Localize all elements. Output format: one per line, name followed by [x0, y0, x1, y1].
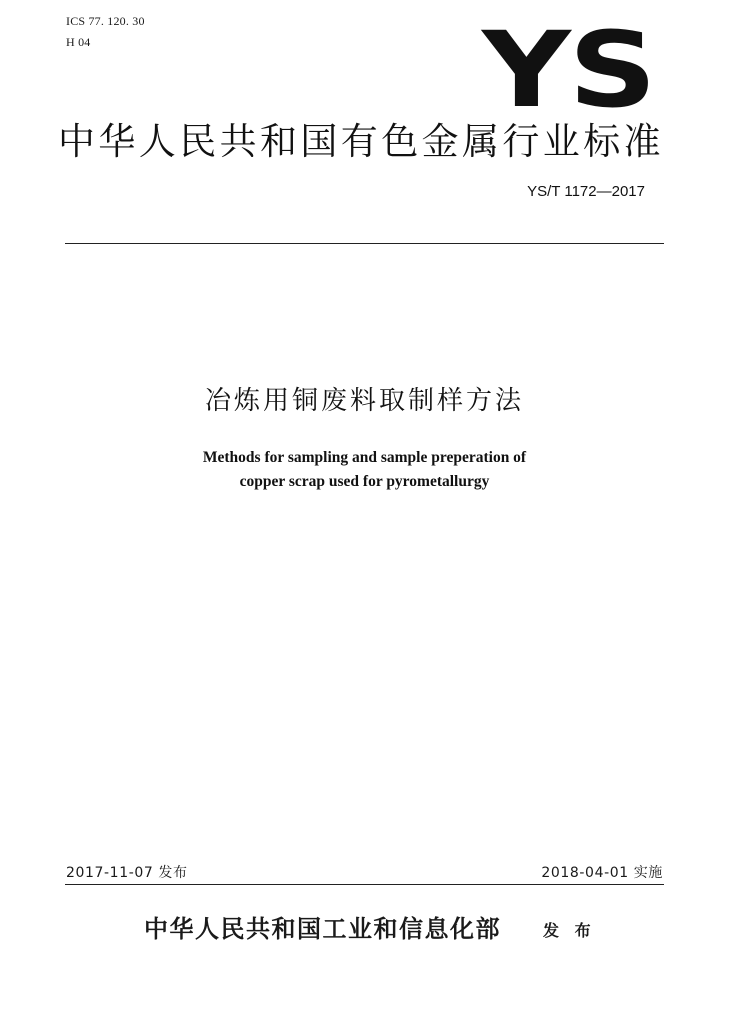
ys-logo: YS — [482, 9, 655, 131]
document-title-chinese: 冶炼用铜废料取制样方法 — [204, 386, 524, 416]
ics-code: ICS 77. 120. 30 — [66, 14, 145, 28]
standard-category-title: 中华人民共和国有色金属行业标准 — [58, 120, 664, 163]
document-title-english-line-1: Methods for sampling and sample preperation of — [202, 449, 527, 466]
issue-date: 2017-11-07 发布 — [66, 865, 188, 881]
document-title-english — [0, 446, 729, 494]
ccs-code: H 04 — [66, 35, 91, 49]
top-divider — [65, 243, 664, 244]
publishing-authority: 中华人民共和国工业和信息化部 — [144, 914, 501, 943]
effective-date: 2018-04-01 实施 — [541, 865, 663, 881]
standard-number: YS/T 1172—2017 — [527, 183, 645, 200]
document-title-english-line-2: copper scrap used for pyrometallurgy — [239, 473, 490, 490]
bottom-divider — [65, 884, 664, 885]
publish-label: 发 布 — [543, 921, 596, 940]
